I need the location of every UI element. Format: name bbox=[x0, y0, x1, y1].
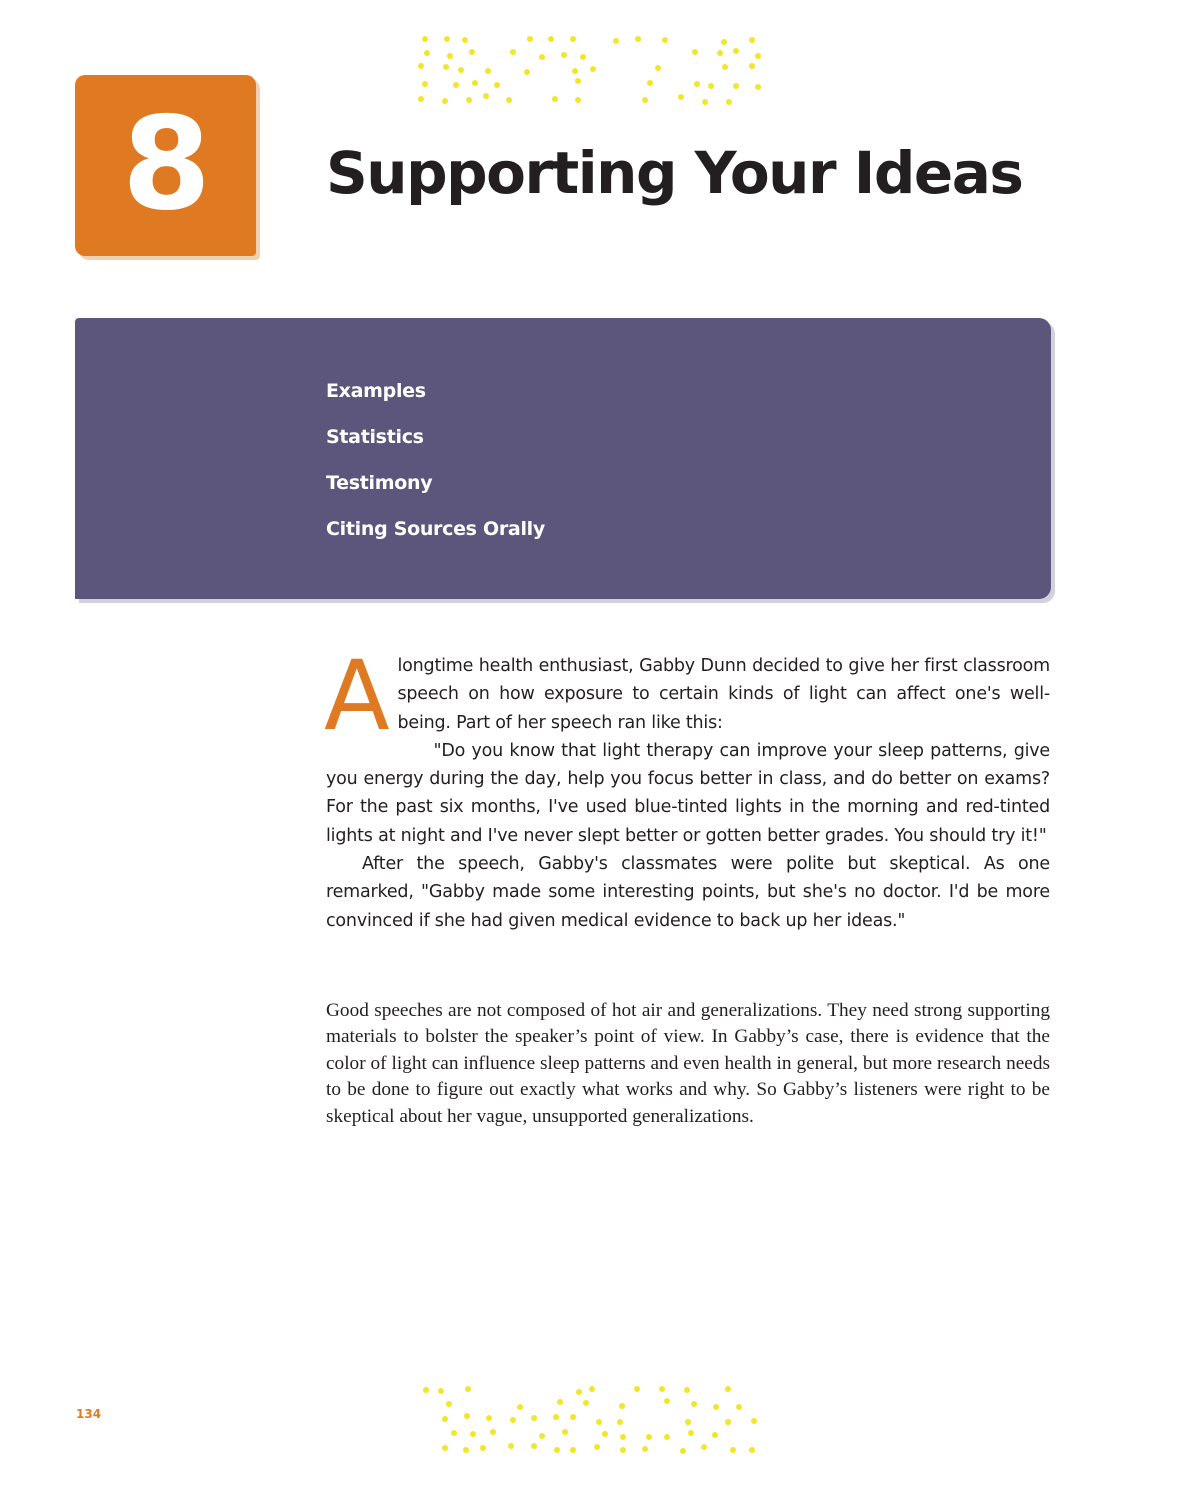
decorative-dot bbox=[691, 1401, 697, 1407]
decorative-dot bbox=[524, 69, 530, 75]
decorative-dot bbox=[713, 1404, 719, 1410]
decorative-dots-top bbox=[418, 36, 783, 114]
decorative-dot bbox=[617, 1419, 623, 1425]
decorative-dot bbox=[722, 64, 728, 70]
decorative-dot bbox=[749, 1447, 755, 1453]
decorative-dot bbox=[749, 63, 755, 69]
decorative-dot bbox=[548, 36, 554, 42]
decorative-dot bbox=[664, 1398, 670, 1404]
intro-paragraph-1 bbox=[324, 640, 1050, 752]
outline-item-testimony: Testimony bbox=[326, 472, 433, 494]
decorative-dot bbox=[570, 1447, 576, 1453]
page-number: 134 bbox=[76, 1407, 102, 1421]
chapter-number: 8 bbox=[121, 90, 210, 239]
decorative-dot bbox=[423, 1387, 429, 1393]
decorative-dot bbox=[485, 68, 491, 74]
decorative-dot bbox=[508, 1443, 514, 1449]
decorative-dot bbox=[462, 37, 468, 43]
decorative-dot bbox=[594, 1444, 600, 1450]
outline-item-citing-sources-orally: Citing Sources Orally bbox=[326, 518, 545, 540]
decorative-dot bbox=[422, 36, 428, 42]
decorative-dot bbox=[506, 97, 512, 103]
decorative-dot bbox=[575, 78, 581, 84]
decorative-dots-bottom bbox=[418, 1386, 783, 1464]
decorative-dot bbox=[736, 1404, 742, 1410]
decorative-dot bbox=[531, 1415, 537, 1421]
decorative-dot bbox=[470, 1431, 476, 1437]
chapter-title: Supporting Your Ideas bbox=[326, 139, 1023, 207]
decorative-dot bbox=[553, 1414, 559, 1420]
decorative-dot bbox=[490, 1429, 496, 1435]
decorative-dot bbox=[701, 1444, 707, 1450]
decorative-dot bbox=[634, 1386, 640, 1392]
decorative-dot bbox=[620, 1447, 626, 1453]
intro-paragraph-1-text: longtime health enthusiast, Gabby Dunn decided to give her first classroom speech on how exposure to certain kinds of light can affect one's well-being. Part of her speech ran like this: bbox=[397, 656, 1050, 733]
decorative-dot bbox=[451, 1430, 457, 1436]
drop-cap: A bbox=[324, 640, 390, 752]
decorative-dot bbox=[590, 66, 596, 72]
decorative-dot bbox=[570, 1414, 576, 1420]
decorative-dot bbox=[694, 81, 700, 87]
decorative-dot bbox=[570, 36, 576, 42]
decorative-dot bbox=[646, 1434, 652, 1440]
decorative-dot bbox=[751, 1418, 757, 1424]
intro-passage bbox=[324, 640, 1050, 935]
decorative-dot bbox=[510, 49, 516, 55]
decorative-dot bbox=[466, 97, 472, 103]
decorative-dot bbox=[730, 1447, 736, 1453]
decorative-dot bbox=[688, 1430, 694, 1436]
decorative-dot bbox=[472, 80, 478, 86]
decorative-dot bbox=[721, 39, 727, 45]
decorative-dot bbox=[692, 49, 698, 55]
decorative-dot bbox=[458, 67, 464, 73]
decorative-dot bbox=[725, 1386, 731, 1392]
decorative-dot bbox=[531, 1443, 537, 1449]
decorative-dot bbox=[678, 94, 684, 100]
decorative-dot bbox=[557, 1399, 563, 1405]
decorative-dot bbox=[602, 1431, 608, 1437]
decorative-dot bbox=[483, 93, 489, 99]
decorative-dot bbox=[664, 1434, 670, 1440]
decorative-dot bbox=[527, 36, 533, 42]
decorative-dot bbox=[580, 54, 586, 60]
decorative-dot bbox=[620, 1434, 626, 1440]
intro-paragraph-2: "Do you know that light therapy can improve your sleep patterns, give you energy during the day, help you focus better in class, and do better on exams? For the past six months, I've used blue-tinted lights in the morning and red-tinted lights at night and I've never slept better or gotten better grades. You should try it!" bbox=[326, 740, 1050, 846]
decorative-dot bbox=[733, 83, 739, 89]
decorative-dot bbox=[635, 36, 641, 42]
decorative-dot bbox=[659, 1386, 665, 1392]
decorative-dot bbox=[576, 1389, 582, 1395]
decorative-dot bbox=[494, 82, 500, 88]
decorative-dot bbox=[442, 98, 448, 104]
decorative-dot bbox=[438, 1388, 444, 1394]
decorative-dot bbox=[685, 1419, 691, 1425]
decorative-dot bbox=[424, 50, 430, 56]
decorative-dot bbox=[510, 1417, 516, 1423]
decorative-dot bbox=[755, 53, 761, 59]
decorative-dot bbox=[708, 83, 714, 89]
decorative-dot bbox=[596, 1419, 602, 1425]
decorative-dot bbox=[589, 1386, 595, 1392]
decorative-dot bbox=[655, 65, 661, 71]
decorative-dot bbox=[725, 1419, 731, 1425]
decorative-dot bbox=[712, 1432, 718, 1438]
decorative-dot bbox=[442, 1445, 448, 1451]
decorative-dot bbox=[464, 1413, 470, 1419]
outline-item-examples: Examples bbox=[326, 380, 426, 402]
outline-item-statistics: Statistics bbox=[326, 426, 424, 448]
decorative-dot bbox=[702, 99, 708, 105]
decorative-dot bbox=[680, 1448, 686, 1454]
decorative-dot bbox=[554, 1447, 560, 1453]
decorative-dot bbox=[733, 48, 739, 54]
decorative-dot bbox=[422, 81, 428, 87]
decorative-dot bbox=[446, 1401, 452, 1407]
decorative-dot bbox=[469, 49, 475, 55]
decorative-dot bbox=[642, 1446, 648, 1452]
decorative-dot bbox=[572, 68, 578, 74]
decorative-dot bbox=[552, 96, 558, 102]
decorative-dot bbox=[453, 82, 459, 88]
decorative-dot bbox=[717, 50, 723, 56]
decorative-dot bbox=[749, 37, 755, 43]
decorative-dot bbox=[463, 1447, 469, 1453]
decorative-dot bbox=[480, 1445, 486, 1451]
decorative-dot bbox=[726, 99, 732, 105]
decorative-dot bbox=[447, 53, 453, 59]
decorative-dot bbox=[647, 80, 653, 86]
decorative-dot bbox=[517, 1404, 523, 1410]
decorative-dot bbox=[642, 97, 648, 103]
decorative-dot bbox=[613, 38, 619, 44]
decorative-dot bbox=[619, 1403, 625, 1409]
decorative-dot bbox=[539, 1433, 545, 1439]
body-paragraph-1: Good speeches are not composed of hot air and generalizations. They need strong supporting materials to bolster the speaker’s point of view. In Gabby’s case, there is evidence that the color of light can influence sleep patterns and even health in general, but more research needs to be done to figure out exactly what works and why. So Gabby’s listeners were right to be skeptical about her vague, unsupported generalizations. bbox=[326, 1000, 1050, 1127]
decorative-dot bbox=[444, 36, 450, 42]
decorative-dot bbox=[561, 52, 567, 58]
decorative-dot bbox=[442, 1416, 448, 1422]
decorative-dot bbox=[418, 96, 424, 102]
decorative-dot bbox=[662, 37, 668, 43]
decorative-dot bbox=[562, 1429, 568, 1435]
decorative-dot bbox=[443, 64, 449, 70]
chapter-outline-panel bbox=[75, 318, 1051, 599]
decorative-dot bbox=[575, 97, 581, 103]
decorative-dot bbox=[583, 1400, 589, 1406]
chapter-number-box bbox=[75, 75, 256, 256]
decorative-dot bbox=[755, 84, 761, 90]
chapter-outline-list bbox=[326, 378, 545, 562]
decorative-dot bbox=[465, 1386, 471, 1392]
decorative-dot bbox=[418, 63, 424, 69]
intro-paragraph-3: After the speech, Gabby's classmates were polite but skeptical. As one remarked, "Gabby made some interesting points, but she's no doctor. I'd be more convinced if she had given medical evidence to back up her ideas." bbox=[326, 854, 1050, 931]
decorative-dot bbox=[684, 1387, 690, 1393]
decorative-dot bbox=[539, 54, 545, 60]
decorative-dot bbox=[486, 1415, 492, 1421]
